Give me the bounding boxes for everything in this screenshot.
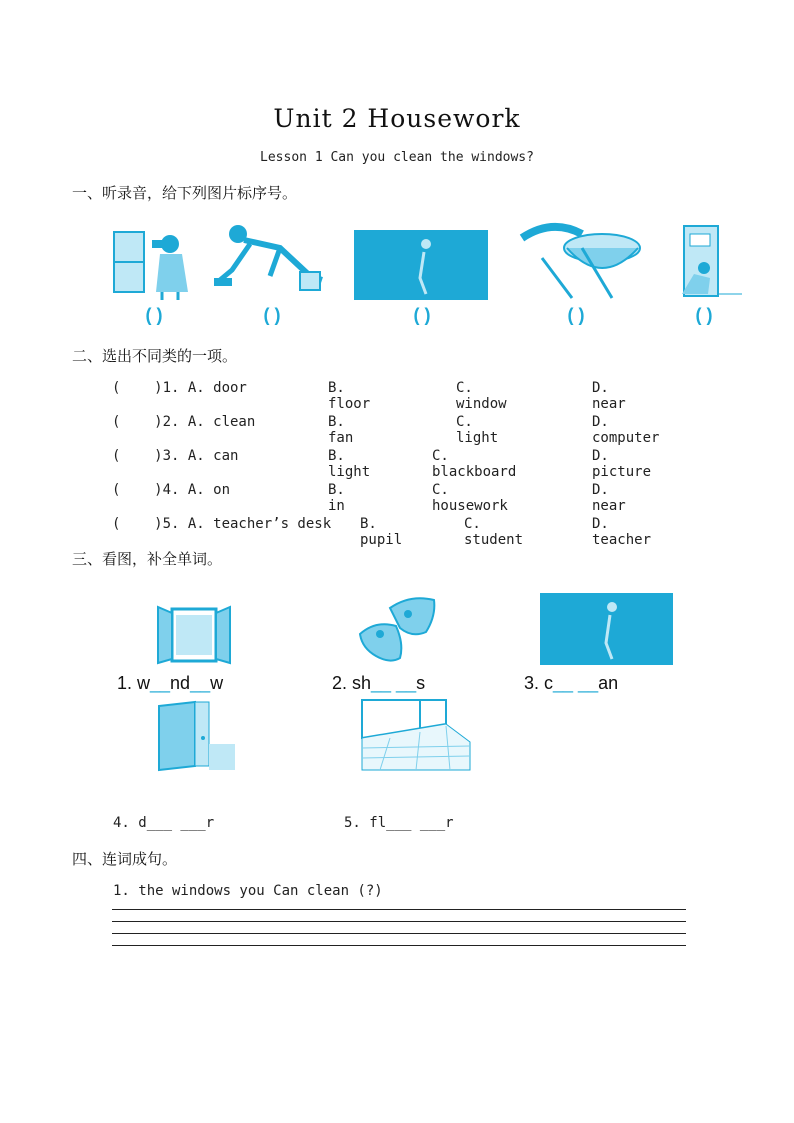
choice-2-c: C. light: [456, 414, 499, 446]
choice-1-d: D. near: [592, 380, 626, 412]
choice-3-c: C. blackboard: [432, 448, 517, 480]
picture-2-answer-paren[interactable]: ( ): [263, 305, 281, 325]
word-1-blank-2[interactable]: __: [190, 673, 211, 693]
word-2-part: sh: [347, 673, 372, 693]
choice-2-b: B. fan: [328, 414, 354, 446]
washing-shoes-picture: [512, 218, 642, 304]
choice-1-c: C. window: [456, 380, 507, 412]
word-1-part-3: w: [210, 673, 224, 693]
choice-4-d: D. near: [592, 482, 626, 514]
choice-1-b: B. floor: [328, 380, 371, 412]
choice-3-d: D. picture: [592, 448, 652, 480]
door-picture: [155, 700, 237, 772]
choice-1-a: ( )1. A. door: [112, 380, 247, 396]
sentence-1-words: 1. the windows you Can clean (?): [113, 883, 383, 899]
picture-3-answer-paren[interactable]: ( ): [413, 305, 431, 325]
choice-4-a: ( )4. A. on: [112, 482, 231, 498]
man-sweeping-floor-picture: [210, 218, 336, 298]
picture-1-answer-paren[interactable]: ( ): [145, 305, 163, 325]
answer-line-3[interactable]: [112, 933, 686, 934]
word-2-part-2: s: [416, 673, 426, 693]
light-picture: [354, 230, 488, 300]
word-1-part-2: nd: [170, 673, 191, 693]
word-3-part: c: [539, 673, 554, 693]
word-1-window[interactable]: [117, 673, 223, 694]
section-1-heading: 一、听录音，给下列图片标序号。: [72, 184, 298, 202]
floor-picture: [360, 698, 472, 772]
choice-4-b: B. in: [328, 482, 345, 514]
picture-5-answer-paren[interactable]: ( ): [695, 305, 713, 325]
word-3-blank[interactable]: __ __: [553, 673, 599, 693]
section-3-heading: 三、看图，补全单词。: [72, 550, 223, 568]
window-picture: [156, 605, 232, 665]
word-3-part-2: an: [598, 673, 619, 693]
choice-2-d: D. computer: [592, 414, 660, 446]
choice-5-c: C. student: [464, 516, 524, 548]
answer-line-4[interactable]: [112, 945, 686, 946]
choice-5-b: B. pupil: [360, 516, 403, 548]
word-5-floor[interactable]: 5. fl___ ___r: [344, 815, 454, 831]
section-4-heading: 四、连词成句。: [72, 850, 178, 868]
word-3-number: 3.: [524, 673, 540, 693]
light-picture-2: [540, 593, 673, 665]
choice-2-a: ( )2. A. clean: [112, 414, 256, 430]
answer-line-1[interactable]: [112, 909, 686, 910]
word-2-blank[interactable]: __ __: [371, 673, 417, 693]
word-1-number: 1.: [117, 673, 133, 693]
shoes-picture: [356, 594, 438, 666]
choice-4-c: C. housework: [432, 482, 508, 514]
word-2-number: 2.: [332, 673, 348, 693]
word-1-part: w: [132, 673, 151, 693]
choice-3-a: ( )3. A. can: [112, 448, 239, 464]
section-2-heading: 二、选出不同类的一项。: [72, 347, 238, 365]
boy-at-door-picture: [664, 222, 744, 302]
lesson-subtitle: Lesson 1 Can you clean the windows?: [260, 150, 534, 165]
girl-cleaning-window-picture: [112, 222, 192, 302]
word-3-fan[interactable]: [524, 673, 618, 694]
page-title: Unit 2 Housework: [273, 104, 521, 133]
choice-3-b: B. light: [328, 448, 371, 480]
word-2-shoes[interactable]: [332, 673, 425, 694]
choice-5-a: ( )5. A. teacher’s desk: [112, 516, 332, 532]
answer-line-2[interactable]: [112, 921, 686, 922]
picture-4-answer-paren[interactable]: ( ): [567, 305, 585, 325]
word-4-door[interactable]: 4. d___ ___r: [113, 815, 215, 831]
choice-5-d: D. teacher: [592, 516, 652, 548]
word-1-blank-1[interactable]: __: [150, 673, 171, 693]
